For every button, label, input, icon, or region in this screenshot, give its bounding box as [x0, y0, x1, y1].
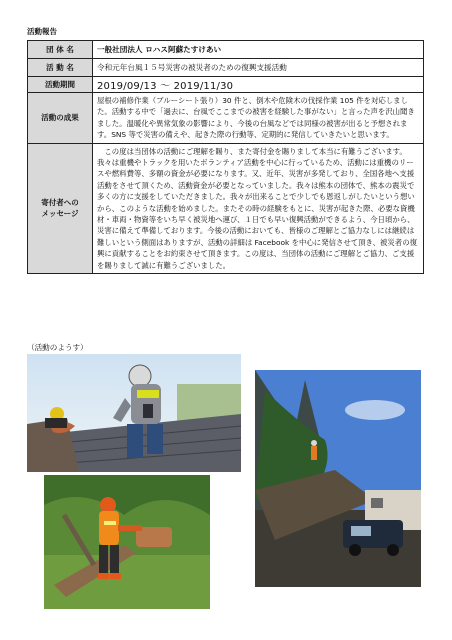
activity-period-label: 活動期間 [28, 77, 93, 93]
results-text: 屋根の補修作業（ブルーシート張り）30 件と、倒木や危険木の伐採作業 105 件を対応しました。活動する中で「過去に、台風でここまでの被害を経験した事がない」と言った声を沢山聞きました。温暖化や異常気象の影響により、今後の台風などでは同様の被害が出ると予想されます。SNS 等で災害の備えや、起きた際の行動等、定期的に発信していきたいと思います。 [93, 93, 424, 144]
report-table [27, 40, 424, 274]
activity-period-row [28, 77, 424, 93]
donor-message-row [28, 143, 424, 273]
fallen-tree-photo [255, 370, 421, 587]
org-name-label: 団 体 名 [28, 41, 93, 59]
activity-period-value: 2019/09/13 ～ 2019/11/30 [93, 77, 424, 93]
photos-caption: （活動のようす） [27, 343, 88, 352]
org-name-row [28, 41, 424, 59]
roof-repair-photo [27, 354, 241, 472]
report-heading: 活動報告 [27, 27, 57, 36]
org-name-value: 一般社団法人 ロハス阿蘇たすけあい [93, 41, 424, 59]
chainsaw-work-photo [44, 475, 210, 609]
activity-name-value: 令和元年台風１５号災害の被災者のための復興支援活動 [93, 59, 424, 77]
activity-name-row [28, 59, 424, 77]
results-label: 活動の成果 [28, 93, 93, 144]
donor-message-label: 寄付者への メッセージ [28, 143, 93, 273]
activity-name-label: 活 動 名 [28, 59, 93, 77]
results-row [28, 93, 424, 144]
donor-message-text: この度は当団体の活動にご理解を賜り、また寄付金を賜りまして本当に有難うございます。我々は重機やトラックを用いたボランティア活動を中心に行っているため、活動には重機のリースや燃料費等、多額の資金が必要になります。又、近年、災害が多発しており、全国各地へ支援活動をさせて頂くため、活動資金が必要となっていました。我々は熊本の団体で、熊本の震災で多くの方に支援をしていただきました。我々が出来ることで少しでも恩返しがしたいという想いから、このような活動を始めました。またその時の経験をもとに、災害が起きた際、必要な資機材・車両・物資等をいち早く被災地へ運び、１日でも早い復興活動ができるよう、今日頃から、災害に備えて準備しております。今後の活動においても、皆様のご理解とご協力なしには継続は難しいという側面はありますが、活動の詳細は Facebook を中心に発信させて頂き、被災者の復興に貢献することをお約束させて頂きます。この度は、当団体の活動にご理解とご協力、ご支援を賜りまして誠に有難うございました。 [93, 143, 424, 273]
